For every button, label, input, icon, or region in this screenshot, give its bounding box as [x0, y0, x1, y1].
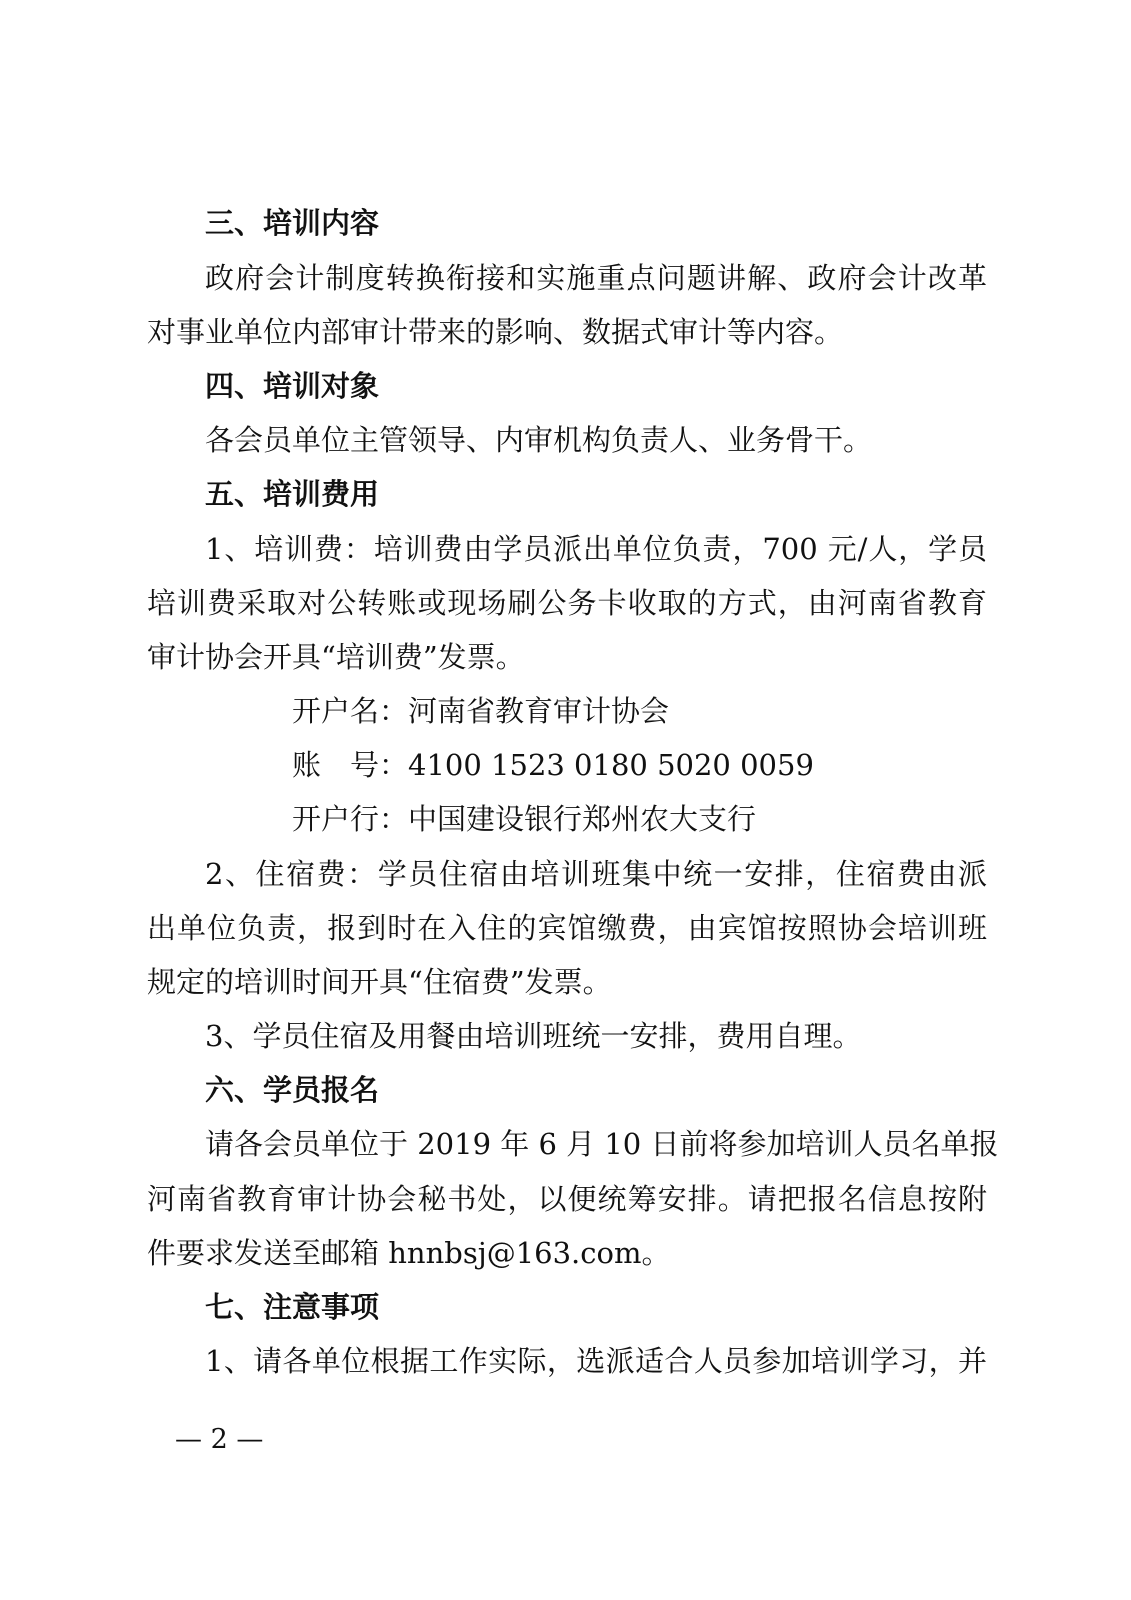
- bank-account-name-value: 河南省教育审计协会: [408, 694, 670, 728]
- bank-branch-row: [292, 799, 892, 839]
- training-fee-line: 审计协会开具“培训费”发票。: [147, 640, 525, 674]
- bank-account-name-row: [292, 691, 892, 731]
- bank-account-name-label: 开户名：: [292, 694, 409, 728]
- lodging-fee-line: 2、住宿费：学员住宿由培训班集中统一安排，住宿费由派: [205, 857, 987, 891]
- section-four-heading: 四、培训对象: [205, 369, 380, 403]
- section-four-paragraph-line: 各会员单位主管领导、内审机构负责人、业务骨干。: [205, 423, 873, 457]
- section-three-heading: 三、培训内容: [205, 206, 380, 240]
- registration-line: 河南省教育审计协会秘书处，以便统筹安排。请把报名信息按附: [147, 1182, 987, 1216]
- page-number: — 2 —: [175, 1424, 264, 1455]
- training-fee-line: 培训费采取对公转账或现场刷公务卡收取的方式，由河南省教育: [147, 586, 987, 620]
- section-seven-heading: 七、注意事项: [205, 1290, 380, 1324]
- registration-line: 件要求发送至邮箱 hnnbsj@163.com。: [147, 1236, 671, 1270]
- bank-branch-value: 中国建设银行郑州农大支行: [408, 802, 757, 836]
- section-three-paragraph-line: 对事业单位内部审计带来的影响、数据式审计等内容。: [147, 315, 844, 349]
- section-five-heading: 五、培训费用: [205, 477, 380, 511]
- registration-line: 请各会员单位于 2019 年 6 月 10 日前将参加培训人员名单报: [205, 1127, 999, 1161]
- meals-line: 3、学员住宿及用餐由培训班统一安排，费用自理。: [205, 1019, 862, 1053]
- lodging-fee-line: 出单位负责，报到时在入住的宾馆缴费，由宾馆按照协会培训班: [147, 911, 987, 945]
- bank-account-number-value: 4100 1523 0180 5020 0059: [408, 748, 814, 782]
- notice-line: 1、请各单位根据工作实际，选派适合人员参加培训学习，并: [205, 1344, 987, 1378]
- section-six-heading: 六、学员报名: [205, 1073, 380, 1107]
- bank-account-number-row: [292, 745, 892, 785]
- training-fee-line: 1、培训费：培训费由学员派出单位负责，700 元/人，学员: [205, 532, 987, 566]
- section-three-paragraph-line: 政府会计制度转换衔接和实施重点问题讲解、政府会计改革: [205, 261, 987, 295]
- bank-account-number-label: 账 号：: [292, 748, 409, 782]
- bank-branch-label: 开户行：: [292, 802, 409, 836]
- lodging-fee-line: 规定的培训时间开具“住宿费”发票。: [147, 965, 612, 999]
